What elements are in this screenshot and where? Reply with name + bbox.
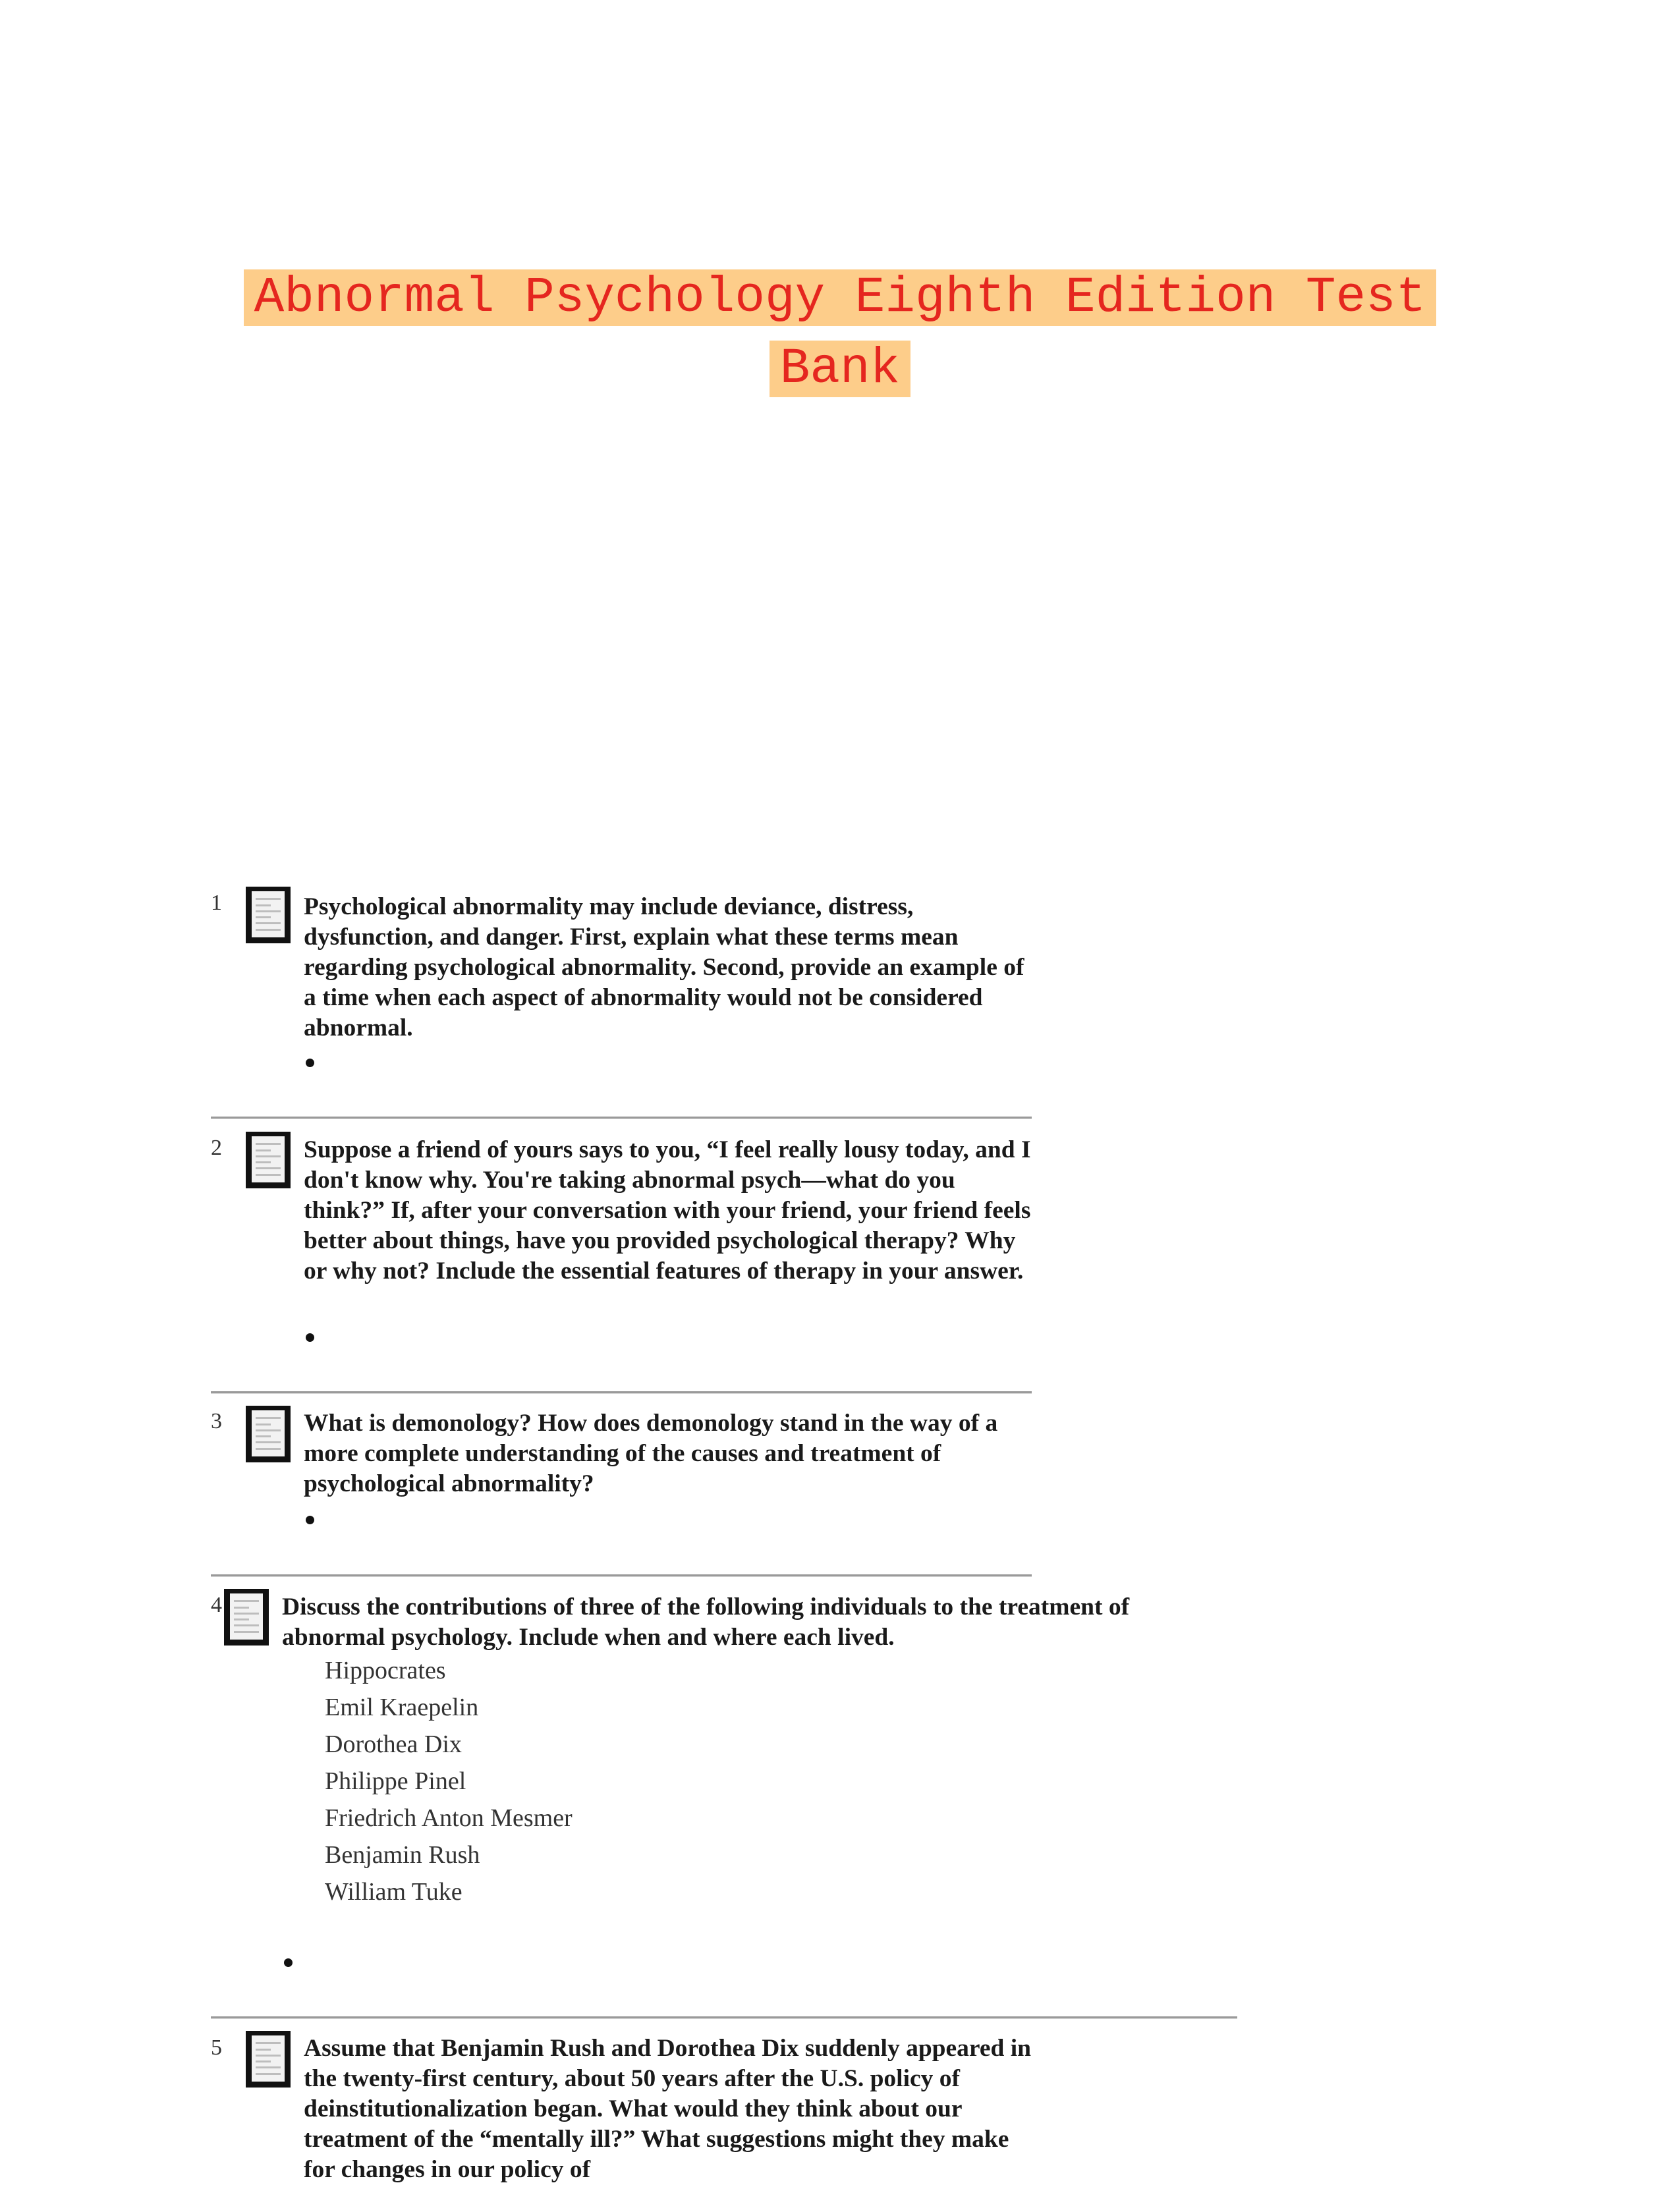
- question-text: What is demonology? How does demonology stand in the way of a more complete understanding of the causes and treatment of psychological abnormality?: [304, 1410, 998, 1497]
- divider: [211, 1117, 1032, 1119]
- document-icon: [246, 887, 291, 943]
- title-line-1: Abnormal Psychology Eighth Edition Test: [244, 269, 1437, 326]
- list-item: Philippe Pinel: [325, 1767, 466, 1795]
- document-icon: [246, 1406, 291, 1462]
- question-number: 3: [211, 1409, 222, 1433]
- title-line-2: Bank: [770, 341, 910, 397]
- answer-bullet: [306, 1516, 314, 1524]
- document-icon: [246, 1132, 291, 1188]
- answer-bullet: [284, 1958, 293, 1967]
- question-number: 4: [211, 1593, 222, 1617]
- list-item: William Tuke: [325, 1878, 462, 1906]
- list-item: Dorothea Dix: [325, 1730, 462, 1758]
- document-icon: [224, 1589, 269, 1646]
- question-text: Discuss the contributions of three of the following individuals to the treatment of abnormal psychology. Include when and where each lived.: [282, 1593, 1130, 1651]
- question-number: 5: [211, 2035, 222, 2060]
- document-title: [178, 262, 1502, 404]
- answer-bullet: [306, 1059, 314, 1067]
- question-number: 2: [211, 1136, 222, 1160]
- question-text: Assume that Benjamin Rush and Dorothea Dix suddenly appeared in the twenty-first century, about 50 years after the U.S. policy of deinstitutionalization began. What would they think about our treatment of the “mentally ill?” What suggestions might they make for changes in our policy of: [304, 2035, 1032, 2183]
- list-item: Friedrich Anton Mesmer: [325, 1804, 573, 1832]
- list-item: Benjamin Rush: [325, 1841, 480, 1869]
- document-icon: [246, 2031, 291, 2088]
- divider: [211, 2016, 1237, 2019]
- individuals-list: [325, 1652, 573, 1910]
- answer-bullet: [306, 1333, 314, 1342]
- question-text: Suppose a friend of yours says to you, “I feel really lousy today, and I don't know why. You're taking abnormal psych—what do you think?” If, after your conversation with your friend, your friend feels better about things, have you provided psychological therapy? Why or why not? Include the essential features of therapy in your answer.: [304, 1136, 1031, 1285]
- question-number: 1: [211, 891, 222, 915]
- list-item: Emil Kraepelin: [325, 1694, 479, 1721]
- question-text: Psychological abnormality may include deviance, distress, dysfunction, and danger. First, explain what these terms mean regarding psychological abnormality. Second, provide an example of a time when each aspect of abnormality would not be considered abnormal.: [304, 893, 1024, 1041]
- divider: [211, 1574, 1032, 1577]
- list-item: Hippocrates: [325, 1657, 446, 1684]
- divider: [211, 1391, 1032, 1394]
